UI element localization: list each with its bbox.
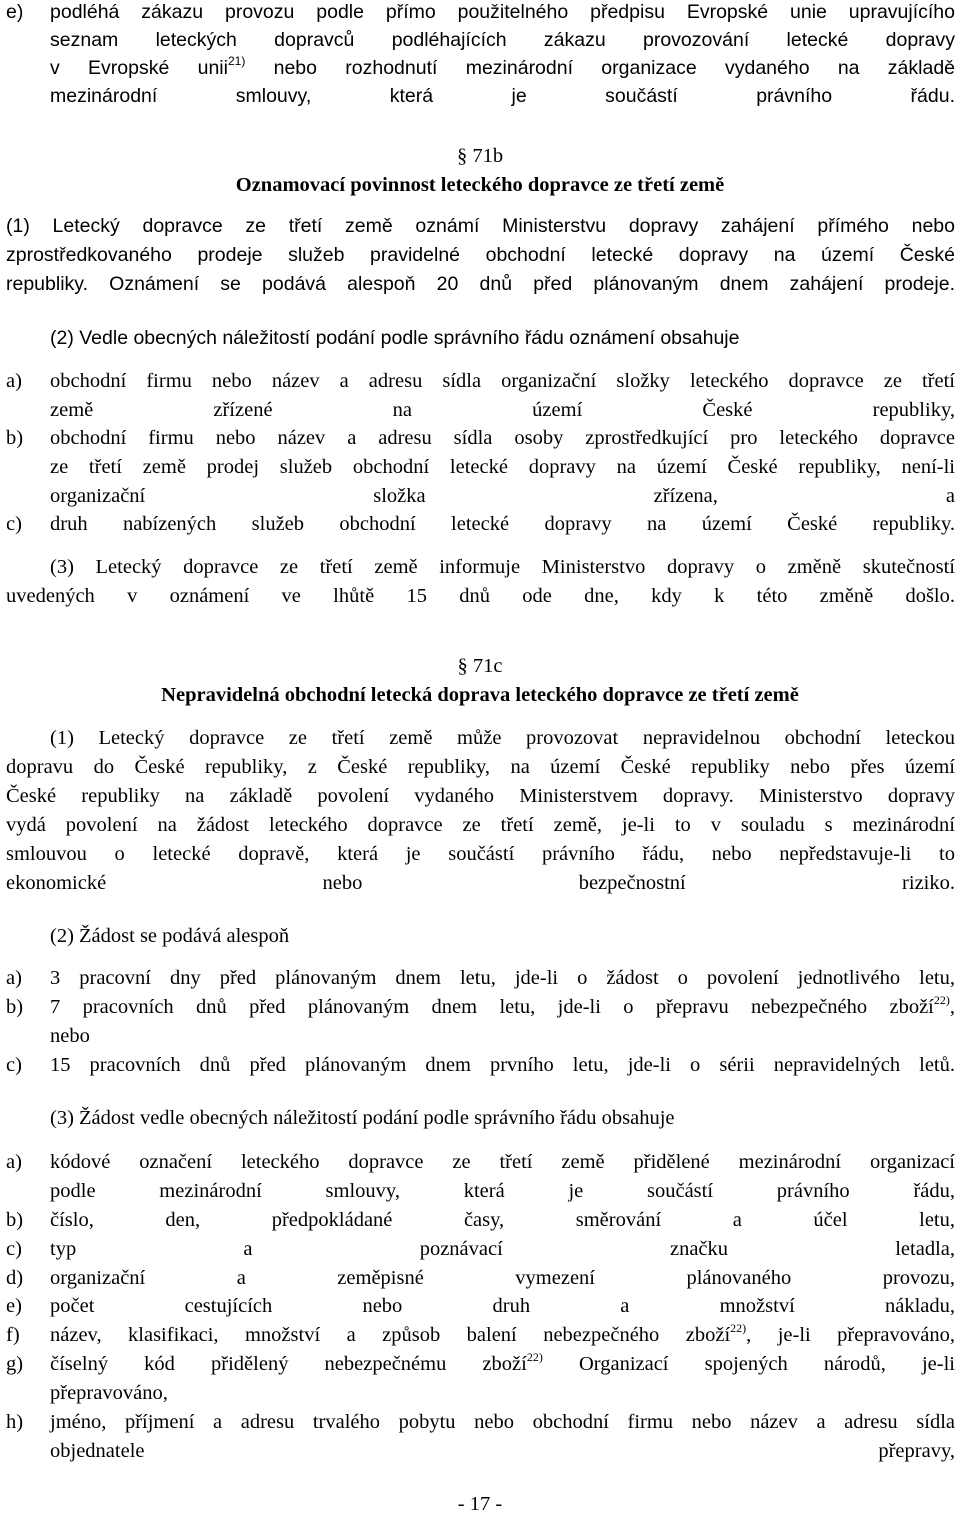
paragraph-intro: (2) Vedle obecných náležitostí podání podle správního řádu oznámení obsahuje xyxy=(50,327,740,349)
paragraph-line: zprostředkovaného prodeje služeb pravidelné obchodní letecké dopravy na území České xyxy=(6,244,955,266)
paragraph-line: smlouvou o letecké dopravě, která je součástí právního řádu, nebo nepředstavuje-li to xyxy=(6,843,955,865)
item-line: 3 pracovní dny před plánovaným dnem letu, jde-li o žádost o povolení jednotlivého letu, xyxy=(50,967,955,989)
section-title: Oznamovací povinnost leteckého dopravce ze třetí země xyxy=(235,174,725,196)
paragraph-line: uvedených v oznámení ve lhůtě 15 dnů ode dne, kdy k této změně došlo. xyxy=(6,585,955,607)
footnote-ref[interactable]: 21) xyxy=(227,54,246,68)
item-marker: f) xyxy=(6,1324,20,1346)
item-line: počet cestujících nebo druh a množství nákladu, xyxy=(50,1295,955,1317)
item-line: nebo xyxy=(50,1025,90,1047)
item-marker: e) xyxy=(6,1295,22,1317)
item-line: podle mezinárodní smlouvy, která je součástí právního řádu, xyxy=(50,1180,955,1202)
text-segment: , xyxy=(949,996,955,1018)
text-segment: název, klasifikaci, množství a způsob balení nebezpečného zboží xyxy=(50,1324,731,1346)
paragraph-intro: (2) Žádost se podává alespoň xyxy=(50,925,290,947)
item-line: jméno, příjmení a adresu trvalého pobytu nebo obchodní firmu nebo název a adresu sídla xyxy=(50,1411,955,1433)
item-line: kódové označení leteckého dopravce ze třetí země přidělené mezinárodní organizací xyxy=(50,1151,955,1173)
item-marker: b) xyxy=(6,1209,24,1231)
paragraph-line: ekonomické nebo bezpečnostní riziko. xyxy=(6,872,955,894)
paragraph-line: (3) Letecký dopravce ze třetí země informuje Ministerstvo dopravy o změně skutečností xyxy=(50,556,955,578)
item-marker: b) xyxy=(6,427,24,449)
item-line: ze třetí země prodej služeb obchodní letecké dopravy na území České republiky, není-li xyxy=(50,456,955,478)
paragraph-line: (1) Letecký dopravce ze třetí země oznámí Ministerstvu dopravy zahájení přímého nebo xyxy=(6,215,955,237)
item-marker: g) xyxy=(6,1353,24,1375)
item-line-with-footnote xyxy=(50,993,955,1022)
item-line: přepravováno, xyxy=(50,1382,168,1404)
page-number: - 17 - xyxy=(457,1493,503,1515)
item-line-with-footnote xyxy=(50,1321,955,1350)
item-line: obchodní firmu nebo název a adresu sídla osoby zprostředkující pro leteckého dopravce xyxy=(50,427,955,449)
section-number: § 71b xyxy=(456,145,504,167)
item-line: objednatele přepravy, xyxy=(50,1440,955,1462)
text-line: seznam leteckých dopravců podléhajících zákazu provozování letecké dopravy xyxy=(50,29,955,51)
footnote-ref[interactable]: 22) xyxy=(933,993,950,1007)
paragraph-line: dopravu do České republiky, z České republiky, na území České republiky nebo přes území xyxy=(6,756,955,778)
item-marker: c) xyxy=(6,1054,22,1076)
item-marker: d) xyxy=(6,1267,24,1289)
item-marker: c) xyxy=(6,1238,22,1260)
item-line-with-footnote xyxy=(50,1350,955,1379)
text-line-with-footnote xyxy=(50,54,955,83)
paragraph-line: České republiky na základě povolení vydaného Ministerstvem dopravy. Ministerstvo dopravy xyxy=(6,785,955,807)
paragraph-line: (1) Letecký dopravce ze třetí země může provozovat nepravidelnou obchodní leteckou xyxy=(50,727,955,749)
text-segment: , je-li přepravováno, xyxy=(746,1324,955,1346)
text-segment: Organizací spojených národů, je-li xyxy=(578,1353,956,1375)
item-line: typ a poznávací značku letadla, xyxy=(50,1238,955,1260)
item-line: druh nabízených služeb obchodní letecké dopravy na území České republiky. xyxy=(50,513,955,535)
item-marker: b) xyxy=(6,996,24,1018)
item-line: země zřízené na území České republiky, xyxy=(50,399,955,421)
text-segment: v Evropské unii xyxy=(50,57,228,79)
item-marker: a) xyxy=(6,1151,22,1173)
item-line: organizační a zeměpisné vymezení plánovaného provozu, xyxy=(50,1267,955,1289)
item-marker: c) xyxy=(6,513,22,535)
text-line: mezinárodní smlouvy, která je součástí právního řádu. xyxy=(50,85,955,107)
paragraph-line: vydá povolení na žádost leteckého dopravce ze třetí země, je-li to v souladu s mezinárodní xyxy=(6,814,955,836)
item-line: obchodní firmu nebo název a adresu sídla organizační složky leteckého dopravce ze třetí xyxy=(50,370,955,392)
paragraph-intro: (3) Žádost vedle obecných náležitostí podání podle správního řádu obsahuje xyxy=(50,1107,675,1129)
item-marker: h) xyxy=(6,1411,24,1433)
text-segment: 7 pracovních dnů před plánovaným dnem letu, jde-li o přepravu nebezpečného zboží xyxy=(50,996,934,1018)
paragraph-line: republiky. Oznámení se podává alespoň 20 dnů před plánovaným dnem zahájení prodeje. xyxy=(6,273,955,295)
item-line: 15 pracovních dnů před plánovaným dnem prvního letu, jde-li o sérii nepravidelných letů. xyxy=(50,1054,955,1076)
text-line: podléhá zákazu provozu podle přímo použitelného předpisu Evropské unie upravujícího xyxy=(50,1,955,23)
item-line: organizační složka zřízena, a xyxy=(50,485,955,507)
text-segment: číselný kód přidělený nebezpečnému zboží xyxy=(50,1353,527,1375)
text-segment: nebo rozhodnutí mezinárodní organizace vydaného na základě xyxy=(273,57,956,79)
section-number: § 71c xyxy=(457,655,503,677)
item-line: číslo, den, předpokládané časy, směrování a účel letu, xyxy=(50,1209,955,1231)
item-marker: e) xyxy=(6,1,24,23)
footnote-ref[interactable]: 22) xyxy=(730,1321,747,1335)
section-title: Nepravidelná obchodní letecká doprava leteckého dopravce ze třetí země xyxy=(161,684,799,706)
item-marker: a) xyxy=(6,967,22,989)
footnote-ref[interactable]: 22) xyxy=(526,1350,543,1364)
item-marker: a) xyxy=(6,370,22,392)
